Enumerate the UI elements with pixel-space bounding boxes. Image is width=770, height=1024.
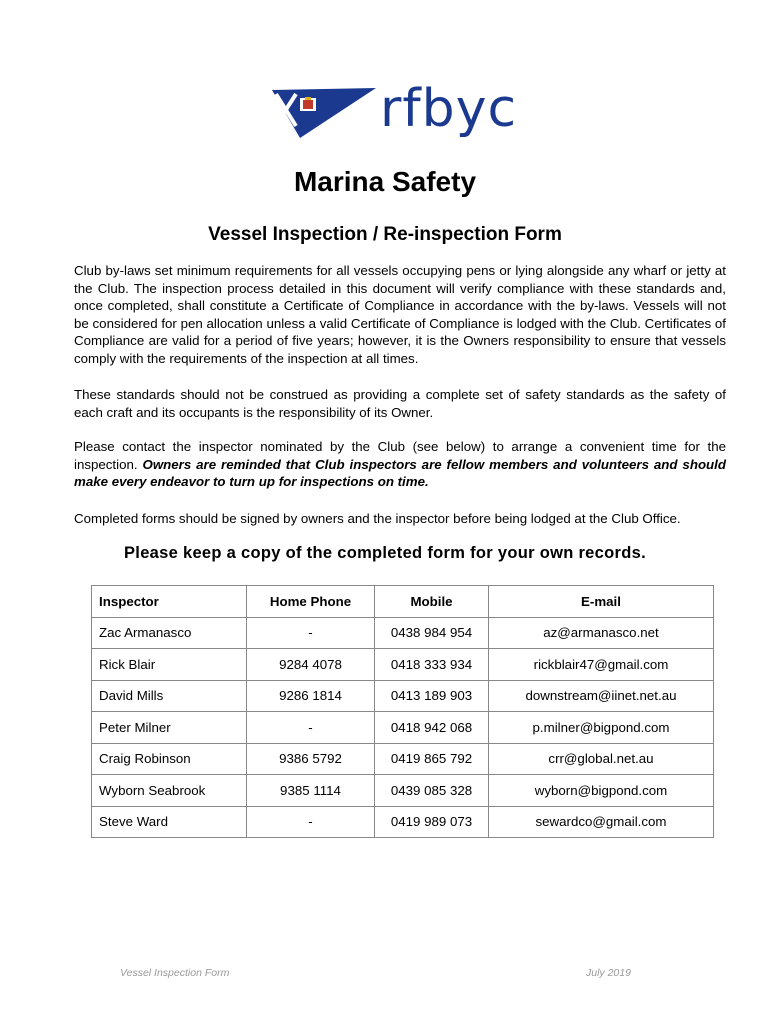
club-logo [272,79,522,144]
intro-paragraph: Club by-laws set minimum requirements for all vessels occupying pens or lying alongside any wharf or jetty at the Club. The inspection process detailed in this document will verify compliance with these standards and, once completed, shall constitute a Certificate of Compliance in accordance with the by-laws. Vessels will not be considered for pen allocation unless a valid Certificate of Compliance is lodged with the Club. Certificates of Compliance are valid for a period of five years; however, it is the Owners responsibility to ensure that vessels comply with the requirements of the inspection at all times. [74,263,726,366]
inspector-name: Steve Ward [92,806,247,838]
header-mobile: Mobile [375,586,489,618]
home-phone: - [247,617,375,649]
header-home-phone: Home Phone [247,586,375,618]
mobile: 0418 942 068 [375,712,489,744]
email: crr@global.net.au [489,743,714,775]
table-row [92,806,714,838]
email: p.milner@bigpond.com [489,712,714,744]
table-row [92,743,714,775]
inspector-name: David Mills [92,680,247,712]
email: downstream@iinet.net.au [489,680,714,712]
header-email: E-mail [489,586,714,618]
home-phone: 9286 1814 [247,680,375,712]
mobile: 0413 189 903 [375,680,489,712]
contact-paragraph [74,438,726,491]
footer-date: July 2019 [586,967,631,979]
email: az@armanasco.net [489,617,714,649]
mobile: 0439 085 328 [375,775,489,807]
table-header-row [92,586,714,618]
home-phone: - [247,806,375,838]
table-row [92,775,714,807]
email: wyborn@bigpond.com [489,775,714,807]
contact-text: Please contact the inspector nominated by the Club (see below) to arrange a convenient time for the inspection. [74,439,726,472]
lodging-paragraph: Completed forms should be signed by owners and the inspector before being lodged at the Club Office. [74,511,681,526]
logo-text: rfbyc [380,79,518,139]
page-title: Marina Safety [293,166,477,197]
table-row [92,680,714,712]
page-subtitle: Vessel Inspection / Re-inspection Form [208,224,562,245]
inspector-name: Rick Blair [92,649,247,681]
email: sewardco@gmail.com [489,806,714,838]
home-phone: 9386 5792 [247,743,375,775]
mobile: 0418 333 934 [375,649,489,681]
inspector-name: Wyborn Seabrook [92,775,247,807]
home-phone: 9284 4078 [247,649,375,681]
footer-form-name: Vessel Inspection Form [120,967,230,979]
header-inspector: Inspector [92,586,247,618]
mobile: 0419 865 792 [375,743,489,775]
inspector-table [91,585,714,838]
home-phone: 9385 1114 [247,775,375,807]
burgee-flag-icon [272,82,376,144]
inspector-name: Craig Robinson [92,743,247,775]
mobile: 0419 989 073 [375,806,489,838]
email: rickblair47@gmail.com [489,649,714,681]
table-row [92,649,714,681]
home-phone: - [247,712,375,744]
standards-paragraph: These standards should not be construed as providing a complete set of safety standards as the safety of each craft and its occupants is the responsibility of its Owner. [74,387,726,420]
inspector-name: Zac Armanasco [92,617,247,649]
table-row [92,617,714,649]
mobile: 0438 984 954 [375,617,489,649]
inspector-name: Peter Milner [92,712,247,744]
table-row [92,712,714,744]
reminder-text: Owners are reminded that Club inspectors are fellow members and volunteers and should make every endeavor to turn up for inspections on time. [74,456,727,490]
keep-copy-notice: Please keep a copy of the completed form for your own records. [124,544,646,562]
